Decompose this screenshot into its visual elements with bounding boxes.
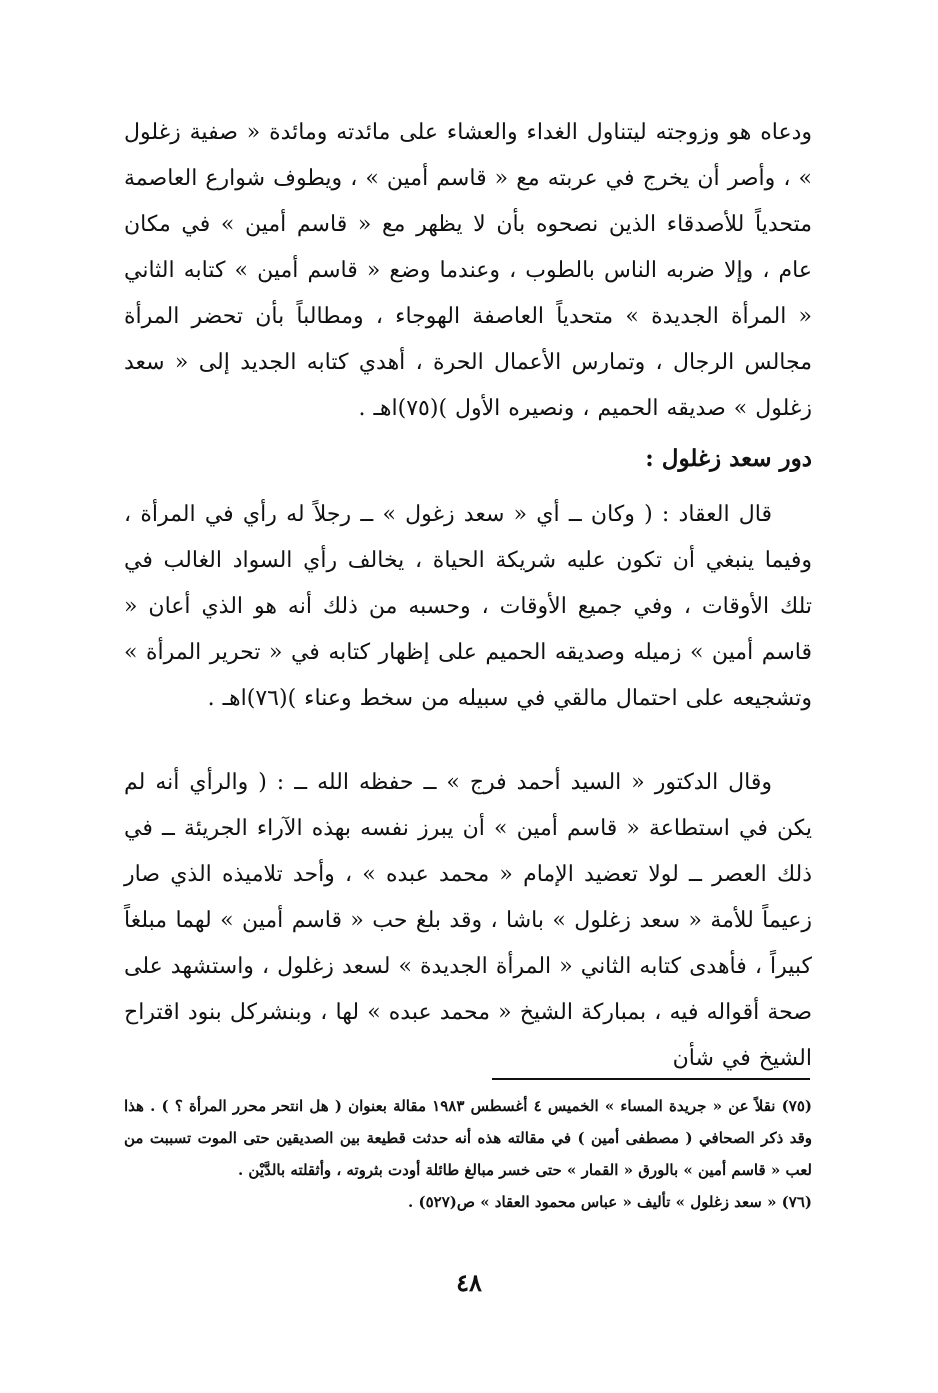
- page-number: ٤٨: [456, 1268, 482, 1297]
- footnotes: [124, 1090, 812, 1218]
- footnote-divider: [492, 1078, 810, 1080]
- paragraph-aqqad-quote: قال العقاد : ( وكان ــ أي « سعد زغول » ــ رجلاً له رأي في المرأة ، وفيما ينبغي أن تكون عليه شريكة الحياة ، يخالف رأي السواد الغالب في تلك الأوقات ، وفي جميع الأوقات ، وحسبه من ذلك أنه هو الذي أعان « قاسم أمين » زميله وصديقه الحميم على إظهار كتابه في « تحرير المرأة » وتشجيعه على احتمال مالقي في سبيله من سخط وعناء )(٧٦)اهـ .: [124, 502, 812, 711]
- footnote-76: (٧٦) « سعد زغلول » تأليف « عباس محمود العقاد » ص(٥٢٧) .: [408, 1193, 812, 1211]
- section-heading: دور سعد زغلول :: [645, 445, 812, 472]
- footnote-75: (٧٥) نقلاً عن « جريدة المساء » الخميس ٤ أغسطس ١٩٨٣ مقالة بعنوان ( هل انتحر محرر المرأة ؟ ) . هذا وقد ذكر الصحافي ( مصطفى أمين ) في مقالته هذه أنه حدثت قطيعة بين الصديقين حتى الموت تسببت من لعب « قاسم أمين » بالورق « القمار » حتى خسر مبالغ طائلة أودت بثروته ، وأثقلته بالدَّيْن .: [124, 1097, 813, 1179]
- paragraph-ahmad-farag-quote: وقال الدكتور « السيد أحمد فرج » ــ حفظه الله ــ : ( والرأي أنه لم يكن في استطاعة « قاسم أمين » أن يبرز نفسه بهذه الآراء الجريئة ــ في ذلك العصر ــ لولا تعضيد الإمام « محمد عبده » ، وأحد تلاميذه الذي صار زعيماً للأمة « سعد زغلول » باشا ، وقد بلغ حب « قاسم أمين » لهما مبلغاً كبيراً ، فأهدى كتابه الثاني « المرأة الجديدة » لسعد زغلول ، واستشهد على صحة أقواله فيه ، بمباركة الشيخ « محمد عبده » لها ، وبنشركل بنود اقتراح الشيخ في شأن: [124, 770, 812, 1071]
- paragraph-saad-hospitality: ودعاه هو وزوجته ليتناول الغداء والعشاء على مائدته ومائدة « صفية زغلول » ، وأصر أن يخرج في عربته مع « قاسم أمين » ، ويطوف شوارع العاصمة متحدياً للأصدقاء الذين نصحوه بأن لا يظهر مع « قاسم أمين » في مكان عام ، وإلا ضربه الناس بالطوب ، وعندما وضع « قاسم أمين » كتابه الثاني « المرأة الجديدة » متحدياً العاصفة الهوجاء ، ومطالباً بأن تحضر المرأة مجالس الرجال ، وتمارس الأعمال الحرة ، أهدي كتابه الجديد إلى « سعد زغلول » صديقه الحميم ، ونصيره الأول )(٧٥)اهـ .: [124, 120, 812, 421]
